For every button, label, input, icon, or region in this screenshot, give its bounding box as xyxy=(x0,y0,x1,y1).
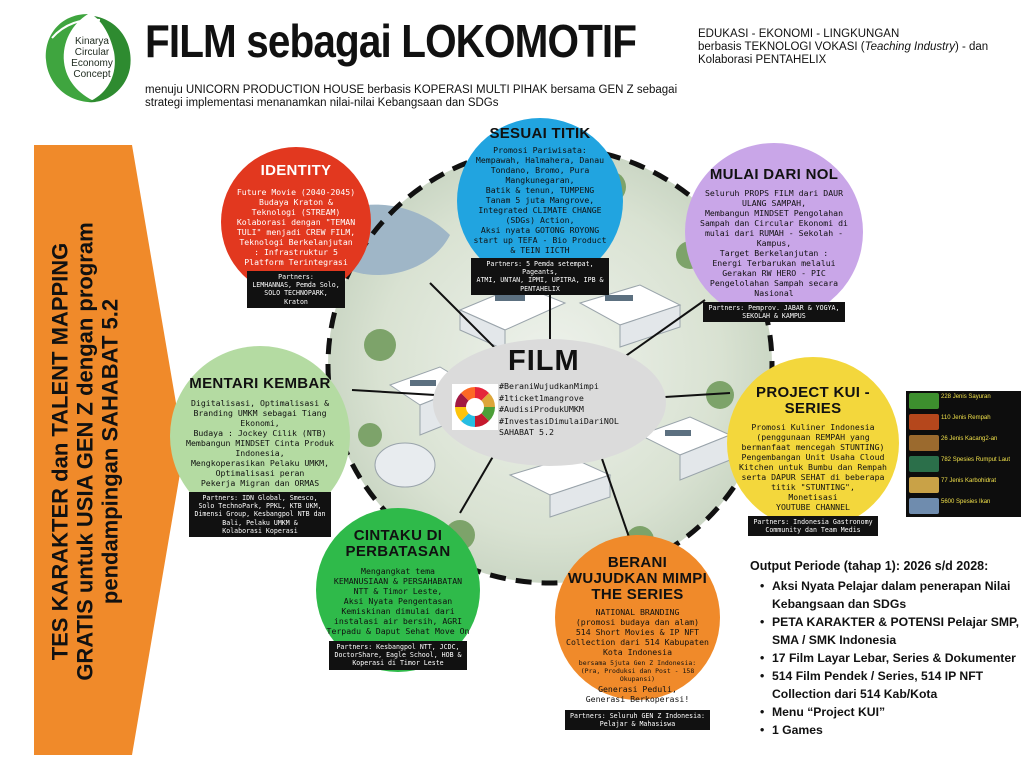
fish-photo-icon xyxy=(909,498,939,514)
hashtag: #BeraniWujudkanMimpi xyxy=(499,381,599,391)
tagline-part-b: ) - dan Kolaborasi PENTAHELIX xyxy=(698,41,989,66)
circle-identity xyxy=(221,147,371,306)
sesuai-title: SESUAI TITIK xyxy=(489,125,591,142)
list-item: • Menu “Project KUI” xyxy=(760,703,1022,721)
page-title: FILM sebagai LOKOMOTIF xyxy=(145,15,637,67)
food-row xyxy=(909,477,1018,495)
food-row xyxy=(909,435,1018,453)
tagline-line2 xyxy=(698,41,998,67)
cintaku-title: CINTAKU DI PERBATASAN xyxy=(345,527,451,560)
circle-project-kui xyxy=(727,357,899,535)
food-label: 228 Jenis Sayuran xyxy=(941,394,991,400)
food-label: 26 Jenis Kacang2-an xyxy=(941,436,998,442)
berani-body-closing: Generasi Peduli, Generasi Berkoperasi! xyxy=(585,684,690,704)
berani-title: BERANI WUJUDKAN MIMPI THE SERIES xyxy=(567,554,708,603)
identity-partners: Partners: LEMHANNAS, Pemda Solo, SOLO TECHNOPARK, Kraton xyxy=(247,271,344,308)
identity-title: IDENTITY xyxy=(260,162,332,179)
carbohydrate-photo-icon xyxy=(909,477,939,493)
arrow-label xyxy=(40,148,130,754)
hashtag: #AudisiProdukUMKM xyxy=(499,404,584,415)
cintaku-body: Mengangkat tema KEMANUSIAAN & PERSAHABATAN NTT & Timor Leste, Aksi Nyata Pengentasan Kemiskinan dimulai dari instalasi air bersih, AGRI Terpadu & Daput Sehat Move On xyxy=(326,566,470,636)
food-row xyxy=(909,393,1018,411)
mulai-partners: Partners: Pemprov. JABAR & YOGYA, SEKOLAH & KAMPUS xyxy=(703,302,844,322)
hashtag: SAHABAT 5.2 xyxy=(499,427,554,438)
cintaku-partners: Partners: Kesbangpol NTT, JCDC, DoctorShare, Eagle School, HOB & Koperasi di Timor Leste xyxy=(329,641,466,670)
mulai-title: MULAI DARI NOL xyxy=(709,166,839,183)
list-item: • Aksi Nyata Pelajar dalam penerapan Nilai Kebangsaan dan SDGs xyxy=(760,577,1022,613)
mentari-partners: Partners: IDN Global, Smesco, Solo TechnoPark, PPKL, KTB UKM, Dimensi Group, Kesbangpol NTB dan Bali, Pelaku UMKM & Kolaborasi Koperasi xyxy=(189,492,330,537)
output-heading: Output Periode (tahap 1): 2026 s/d 2028: xyxy=(750,559,989,573)
sdg-wheel-icon xyxy=(452,384,498,430)
arrow-line-1: TES KARAKTER dan TALENT MAPPING xyxy=(47,242,73,660)
hashtag: #InvestasiDimulaiDariNOL xyxy=(499,415,619,426)
arrow-line-3: pendampingan SAHABAT 5.2 xyxy=(97,298,123,604)
project-body: Promosi Kuliner Indonesia (penggunaan REMPAH yang bermanfaat mencegah STUNTING) Pengembangan Unit Usaha Cloud Kitchen untuk Bumbu dan Rempah serta DAPUR SEHAT di beberapa titik "STUNTING", Monetisasi YOUTUBE CHANNEL xyxy=(739,422,887,512)
project-title: PROJECT KUI - SERIES xyxy=(756,384,870,417)
bean-photo-icon xyxy=(909,435,939,451)
project-partners: Partners: Indonesia Gastronomy Community dan Team Medis xyxy=(748,516,877,536)
food-label: 77 Jenis Karbohidrat xyxy=(941,478,997,484)
berani-body: NATIONAL BRANDING (promosi budaya dan alam) 514 Short Movies & IP NFT Collection dari 514 Kabupaten Kota Indonesia xyxy=(566,607,709,657)
food-label: 782 Spesies Rumput Laut xyxy=(941,457,1011,463)
tagline-part-a: berbasis TEKNOLOGI VOKASI ( xyxy=(698,41,865,53)
page-subtitle: menuju UNICORN PRODUCTION HOUSE berbasis KOPERASI MULTI PIHAK bersama GEN Z sebagai strategi implementasi menanamkan nilai-nilai Kebangsaan dan SDGs xyxy=(145,84,678,109)
circle-mulai-dari-nol xyxy=(685,143,863,321)
circle-sesuai-titik xyxy=(457,118,623,293)
food-row xyxy=(909,456,1018,474)
circle-mentari-kembar xyxy=(170,346,350,535)
sesuai-partners: Partners: 5 Pemda setempat, Pageants, ATMI, UNTAN, IPMI, UPITRA, IPB & PENTAHELIX xyxy=(471,258,609,295)
list-item: • 1 Games xyxy=(760,721,1022,739)
seaweed-photo-icon xyxy=(909,456,939,472)
tagline-italic: Teaching Industry xyxy=(864,41,955,53)
sesuai-body: Promosi Pariwisata: Mempawah, Halmahera, Danau Tondano, Bromo, Pura Mangkunegaran, Batik & tenun, TUMPENG Tanam 5 juta Mangrove, Integrated CLIMATE CHANGE (SDGs) Action, Aksi nyata GOTONG ROYONG start up TEFA - Bio Product & TEIN IICTH xyxy=(473,145,607,255)
film-title: FILM xyxy=(508,345,580,377)
vegetable-photo-icon xyxy=(909,393,939,409)
food-row xyxy=(909,498,1018,516)
output-list xyxy=(760,577,1022,739)
circle-cintaku-perbatasan xyxy=(316,508,480,672)
spice-photo-icon xyxy=(909,414,939,430)
food-label: 110 Jenis Rempah xyxy=(941,415,991,421)
logo-text: Kinarya Circular Economy Concept xyxy=(71,36,113,80)
berani-partners: Partners: Seluruh GEN Z Indonesia: Pelajar & Mahasiswa xyxy=(565,710,710,730)
mentari-body: Digitalisasi, Optimalisasi & Branding UMKM sebagai Tiang Ekonomi, Budaya : Jockey Cilik (NTB) Membangun MINDSET Cinta Produk Indonesia, Mengkoperasikan Pelaku UMKM, Optimalisasi peran Pekerja Migran dan ORMAS xyxy=(186,398,334,488)
circle-berani-wujudkan-mimpi xyxy=(555,535,720,729)
mentari-title: MENTARI KEMBAR xyxy=(189,375,331,392)
tagline xyxy=(698,28,998,67)
food-diversity-panel xyxy=(906,391,1021,517)
list-item: • 514 Film Pendek / Series, 514 IP NFT Collection dari 514 Kab/Kota xyxy=(760,667,1022,703)
arrow-line-2: GRATIS untuk USIA GEN Z dengan program xyxy=(72,221,98,681)
food-label: 5600 Spesies Ikan xyxy=(941,499,991,505)
berani-body-small: bersama 5juta Gen Z Indonesia: (Pra, Produksi dan Post - 158 Okupansi) xyxy=(578,659,697,683)
hashtag: #1ticket1mangrove xyxy=(499,392,584,403)
film-hashtags xyxy=(499,381,659,439)
list-item: • PETA KARAKTER & POTENSI Pelajar SMP, SMA / SMK Indonesia xyxy=(760,613,1022,649)
list-item: • 17 Film Layar Lebar, Series & Dokumenter xyxy=(760,649,1022,667)
mulai-body: Seluruh PROPS FILM dari DAUR ULANG SAMPAH, Membangun MINDSET Pengolahan Sampah dan Circular Ekonomi di mulai dari RUMAH - Sekolah - Kampus, Target Berkelanjutan : Energi Terbarukan melalui Gerakan RW HERO - PIC Pengelolahan Sampah secara Nasional xyxy=(700,188,848,298)
tagline-line1: EDUKASI - EKONOMI - LINGKUNGAN xyxy=(698,28,900,40)
identity-body: Future Movie (2040-2045) Budaya Kraton & Teknologi (STREAM) Kolaborasi dengan "TEMAN TULI" menjadi CREW FILM, Teknologi Berkelanjutan : Infrastruktur 5 Platform Terintegrasi xyxy=(236,187,356,267)
food-row xyxy=(909,414,1018,432)
